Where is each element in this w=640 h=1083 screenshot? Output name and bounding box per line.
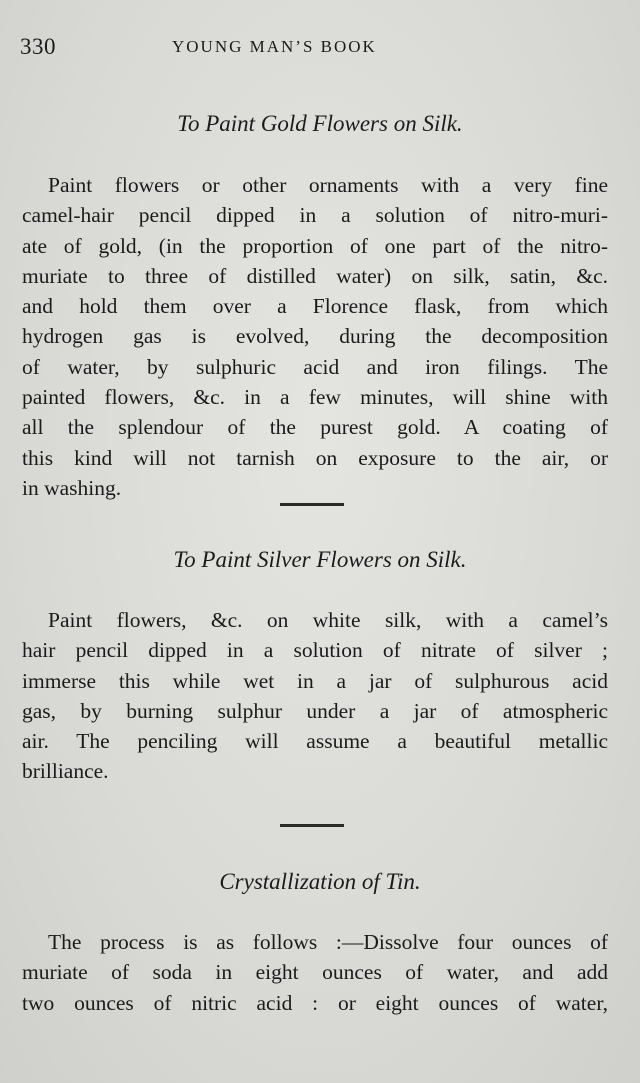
- page-header: [0, 34, 640, 64]
- section-divider: [280, 824, 344, 827]
- page-number: 330: [20, 34, 56, 59]
- section-title-crystallization-tin: Crystallization of Tin.: [219, 869, 421, 894]
- paragraph-crystallization-tin: [22, 927, 608, 1018]
- paragraph-silver-flowers: [22, 605, 608, 787]
- text-line: hair pencil dipped in a solution of nitrate of silver ;: [22, 638, 608, 663]
- text-line: all the splendour of the purest gold. A coating of: [22, 415, 608, 440]
- running-head: YOUNG MAN’S BOOK: [172, 37, 377, 56]
- text-line: camel-hair pencil dipped in a solution of nitro-muri-: [22, 203, 608, 228]
- text-line: two ounces of nitric acid : or eight ounces of water,: [22, 990, 608, 1015]
- section-title-silver-flowers: To Paint Silver Flowers on Silk.: [173, 547, 467, 572]
- text-line: gas, by burning sulphur under a jar of atmospheric: [22, 698, 608, 723]
- text-line: Paint flowers or other ornaments with a very fine: [48, 173, 608, 197]
- text-line: muriate to three of distilled water) on silk, satin, &c.: [22, 263, 608, 288]
- text-line: Paint flowers, &c. on white silk, with a camel’s: [48, 608, 608, 632]
- text-line: of water, by sulphuric acid and iron filings. The: [22, 354, 608, 379]
- text-line: in washing.: [22, 475, 122, 500]
- text-line: immerse this while wet in a jar of sulphurous acid: [22, 668, 608, 693]
- section-divider: [280, 503, 344, 506]
- text-line: hydrogen gas is evolved, during the decomposition: [22, 324, 608, 349]
- text-line: air. The penciling will assume a beautiful metallic: [22, 729, 608, 754]
- text-line: brilliance.: [22, 759, 109, 784]
- text-line: The process is as follows :—Dissolve four ounces of: [48, 930, 608, 954]
- text-line: ate of gold, (in the proportion of one part of the nitro-: [22, 233, 608, 258]
- paragraph-gold-flowers: [22, 170, 608, 503]
- text-line: muriate of soda in eight ounces of water, and add: [22, 960, 608, 985]
- text-line: and hold them over a Florence flask, from which: [22, 294, 608, 319]
- text-line: this kind will not tarnish on exposure to the air, or: [22, 445, 608, 470]
- section-title-gold-flowers: To Paint Gold Flowers on Silk.: [177, 111, 463, 136]
- text-line: painted flowers, &c. in a few minutes, will shine with: [22, 385, 608, 410]
